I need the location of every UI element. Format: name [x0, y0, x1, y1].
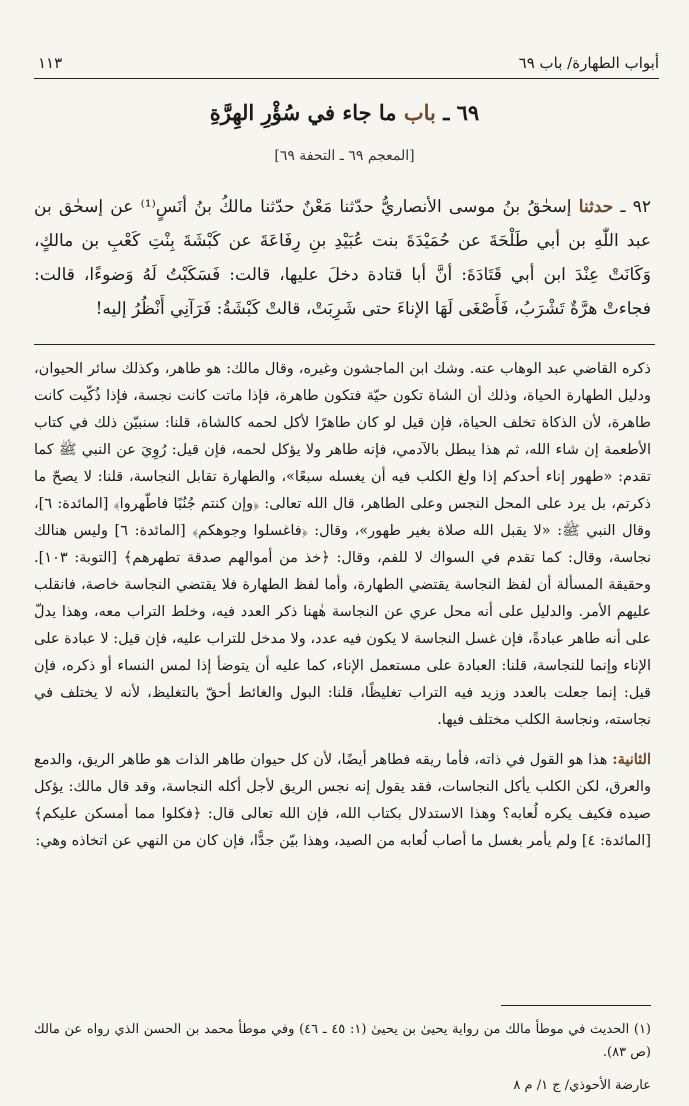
chapter-number: ٦٩ ـ	[443, 100, 480, 125]
hadith-number: ٩٢ ـ	[620, 197, 651, 217]
signature-mark: عارضة الأحوذي/ ج ١/ م ٨	[513, 1078, 651, 1093]
running-header	[34, 52, 659, 79]
hadith-text	[34, 190, 651, 326]
footnote-divider	[501, 1005, 651, 1006]
running-title: أبواب الطهارة/ باب ٦٩	[518, 54, 659, 72]
section-divider	[34, 344, 655, 345]
footnote: (١) الحديث في موطأ مالك من رواية يحيىٰ بن يحيىٰ (١: ٤٥ ـ ٤٦) وفي موطأ محمد بن الحسن الذي رواه عن مالك (ص ٨٣).	[34, 1022, 651, 1060]
commentary-paragraph: ذكره القاضي عبد الوهاب عنه. وشك ابن الماجشون وغيره، وقال مالك: هو طاهر، وكذلك سائر الحيوان، ودليل الطهارة الحياة، وذلك أن الشاة تكون حيّة فتكون طاهرة، فإذا ماتت كانت نجسة، فإذا ذُكّيت كانت طاهرة، لأن الذكاة تخلف الحياة، فإن قيل لو كان طاهرًا لأكل لحمه كالشاة، قلنا: سنبيّن ذلك في كتاب الأطعمة إن شاء الله، ثم هذا يبطل بالآدمي، فإنه طاهر ولا يؤكل لحمه، فإن قيل: رُوِيَ عن النبي ﷺ كما تقدم: «طهور إناء أحدكم إذا ولغ الكلب فيه أن يغسله سبعًا»، والطهارة تقابل النجاسة، قلنا: لا يصحّ ما ذكرتم، بل يرد على المحل النجس وعلى الطاهر، قال الله تعالى: ﴿وإن كنتم جُنُبًا فاطّهروا﴾ [المائدة: ٦]، وقال النبي ﷺ: «لا يقبل الله صلاة بغير طهور»، وقال: ﴿فاغسلوا وجوهكم﴾ [المائدة: ٦] وليس هنالك نجاسة، وقال: كما تقدم في السواك لا للفم، وقال: ﴿خذ من أموالهم صدقة تطهرهم﴾ [التوبة: ١٠٣]. وحقيقة المسألة أن لفظ النجاسة يقتضي الطهارة، وأما لفظ الطهارة فلا يقتضي النجاسة خاصة، فانقلب عليهم الأمر. والدليل على أنه محل عري عن النجاسة هٰهنا ذكر العدد فيه، وخلط التراب معه، وهذا يدلّ على أنه طاهر عبادةً، فإن غسل النجاسة لا يكون فيه عدد، ولا مدخل للتراب عليه، فإن قيل: لا عبادة على الإناء وإنما للنجاسة، قلنا: العبادة على مستعمل الإناء، كما عليه أن يتوضأ إذا لمس النساء أو ذكره، فإن قيل: إنما جعلت بالعدد وزيد فيه التراب تغليظًا، قلنا: البول والغائط أحقّ بالتغليظ، لأنه لا يختلف في نجاسته، ونجاسة الكلب مختلف فيها.	[34, 361, 651, 728]
chapter-keyword: باب	[403, 100, 436, 125]
commentary	[34, 356, 651, 855]
commentary-label: الثانية:	[612, 751, 651, 768]
hadith-body: إسحٰقُ بنُ موسى الأنصاريُّ حدّثنا مَعْنٌ حدّثنا مالكُ بنُ أنَسٍ⁽¹⁾ عن إسحٰق بن عبد اللّٰهِ بن أبي طَلْحَةَ عن حُمَيْدَةَ بنت عُبَيْدِ بنِ رِفَاعَةَ عن كَبْشَةَ بِنْتِ كَعْبِ بن مالكٍ، وَكَانَتْ عِنْدَ ابن أبي قَتَادَةَ: أنَّ أبا قتادة دخلَ عليها، قالت: فَسَكَبْتُ لَهُ وَضوءًا، قالت: فجاءتْ هرَّةٌ تَشْرَبُ، فَأَصْغَى لَهَا الإناءَ حتى شَرِبَتْ، قالتْ كَبْشَةُ: فَرَآنِي أَنْظُرُ إليه!	[34, 197, 651, 319]
page-number: ١١٣	[38, 54, 63, 72]
chapter-title-text: ما جاء في سُؤْرِ الهِرَّةِ	[209, 100, 397, 125]
chapter-subtitle: [المعجم ٦٩ ـ التحفة ٦٩]	[274, 148, 415, 164]
commentary-paragraph	[34, 746, 651, 855]
commentary-paragraph-body: هذا هو القول في ذاته، فأما ريقه فطاهر أيضًا، لأن كل حيوان طاهر الذات هو طاهر الريق، والدمع والعرق، لكن الكلب يأكل النجاسات، فقد يقول إنه نجس الريق لأجل أكله النجاسة، وقد قال مالك: يؤكل صيده فكيف يكره لُعابه؟ وهذا الاستدلال بكتاب الله، فإن الله تعالى قال: ﴿فكلوا مما أمسكن عليكم﴾ [المائدة: ٤] ولم يأمر بغسل ما أصاب لُعابه من الصيد، وهذا بيّن جدًّا، فإن كان من النهي عن اتخاذه وهي:	[34, 752, 651, 849]
chapter-title	[34, 100, 655, 125]
hadith-keyword: حدثنا	[578, 197, 614, 217]
